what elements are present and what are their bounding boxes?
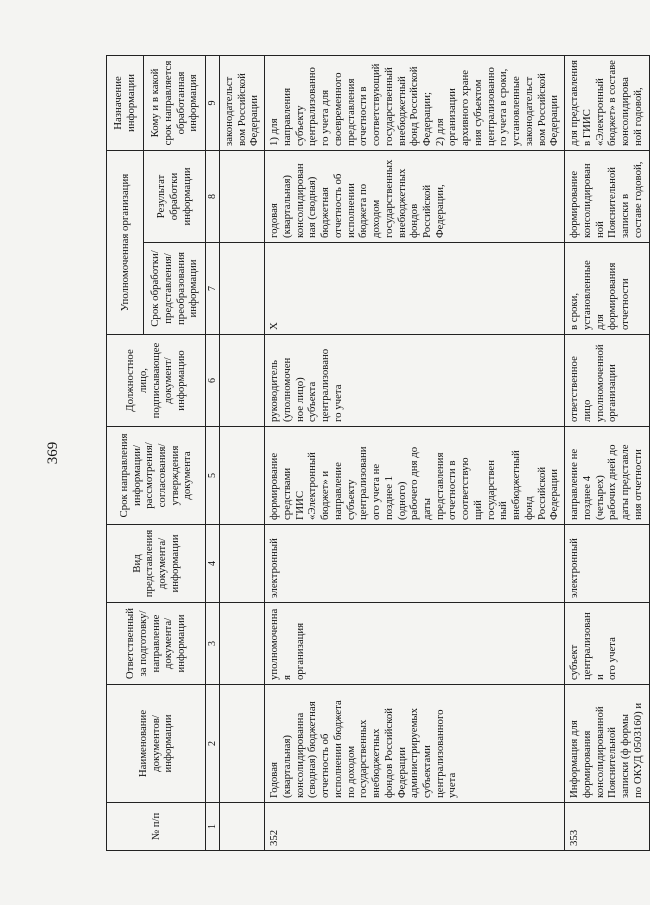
view-text: электронный <box>268 538 281 598</box>
column-number: 3 <box>206 603 220 685</box>
column-number: 5 <box>206 427 220 525</box>
header-purpose-title: Назначение информации <box>107 56 144 151</box>
row-number-value: 353 <box>568 829 581 846</box>
document-name-text: Информация для формирования консолидированной Пояснительной записки (ф формы по ОКУД 0503160) и <box>568 702 644 798</box>
deadline-text: направление не позднее 4 (четырех) рабочих дней до даты представле ния отчетности <box>568 444 644 520</box>
responsible-text: субъект централизовани ого учета <box>568 612 619 680</box>
row-number-value: 352 <box>268 829 281 846</box>
processing-deadline-text: в сроки, установленные для формирования отчетности <box>568 260 632 330</box>
responsible-text: уполномоченная организация <box>268 608 306 680</box>
continuation-row <box>220 56 265 851</box>
purpose-cell <box>265 56 565 151</box>
table-row <box>265 56 565 851</box>
processing-deadline-cell <box>565 243 650 335</box>
empty-cell <box>220 151 265 243</box>
empty-cell <box>220 243 265 335</box>
empty-cell <box>220 427 265 525</box>
empty-cell <box>220 603 265 685</box>
document-name-text: Годовая (квартальная) консолидированна (сводная) бюджетная отчетность об исполнении бюджета по доходом государственных внебюджетных фондов Российской Федерации администрируемых субъектами централизованного учета <box>268 700 459 798</box>
responsible-cell <box>265 603 565 685</box>
official-cell <box>265 335 565 427</box>
continuation-text-value: законодательст вом Российской Федерации <box>223 73 261 146</box>
header-view: Вид представления документа/ информации <box>107 525 206 603</box>
header-group-organization: Уполномоченная организация <box>107 151 144 335</box>
header-deadline: Срок направления информации/ рассмотрения/ согласования/ утверждения документа <box>107 427 206 525</box>
header-number: № п/п <box>107 803 206 851</box>
document-name-cell <box>265 685 565 803</box>
view-text: электронный <box>568 538 581 598</box>
column-number: 1 <box>206 803 220 851</box>
header-document-name: Наименование документов/ информации <box>107 685 206 803</box>
row-number <box>265 803 565 851</box>
result-text: годовая (квартальная) консолидирован ная (сводная) бюджетная отчетность об исполнении бюджета по доходом государственных внебюджетных фондов Российской Федерации, <box>268 159 446 238</box>
result-cell <box>265 151 565 243</box>
empty-cell <box>220 335 265 427</box>
purpose-text: для представления в ГИИС «Электронный бюджет» в составе консолидирова ной годовой, <box>568 60 644 146</box>
column-number: 9 <box>206 56 220 151</box>
empty-cell <box>220 685 265 803</box>
header-row-1 <box>107 56 144 851</box>
header-processing-deadline: Срок обработки/ представления/ преобразования информации <box>144 243 206 335</box>
deadline-text: формирование средствами ГИИС «Электронный бюджет» и направление субъекту централизовани ого учета не позднее 1 (одного) рабочего дня до даты представления отчетности в соответствую щий государствен ный внебюджетный фонд Российской Федерации <box>268 446 561 520</box>
official-text: ответственное лицо уполномоченной организации <box>568 344 619 422</box>
row-number <box>565 803 650 851</box>
document-table <box>106 55 650 851</box>
column-number: 6 <box>206 335 220 427</box>
column-number: 2 <box>206 685 220 803</box>
deadline-cell <box>565 427 650 525</box>
table-row <box>565 56 650 851</box>
processing-deadline-cell <box>265 243 565 335</box>
document-table-rotated <box>106 56 644 851</box>
header-purpose: Кому и в какой срок направляется обработанная информация <box>144 56 206 151</box>
result-cell <box>565 151 650 243</box>
official-cell <box>565 335 650 427</box>
continuation-text <box>220 56 265 151</box>
header-official: Должностное лицо, подписывающее документ/ информацию <box>107 335 206 427</box>
view-cell <box>265 525 565 603</box>
page-number: 369 <box>45 441 61 465</box>
document-name-cell <box>565 685 650 803</box>
deadline-cell <box>265 427 565 525</box>
empty-cell <box>220 525 265 603</box>
purpose-cell <box>565 56 650 151</box>
column-number: 8 <box>206 151 220 243</box>
empty-cell <box>220 803 265 851</box>
column-number: 4 <box>206 525 220 603</box>
header-responsible: Ответственный за подготовку/ направление документа/ информации <box>107 603 206 685</box>
responsible-cell <box>565 603 650 685</box>
official-text: руководитель (уполномочен ное лицо) субъекта централизовано го учета <box>268 348 344 422</box>
column-numbers-row <box>206 56 220 851</box>
purpose-text: 1) для направления субъекту централизованно го учета для своевременного представления отчетности в соответствующий государственный внебюджетный фонд Российской Федерации; 2) для организации архивного хране ния субъектом централизованно го учета в сроки, установленные законодательст вом Российской Федерации <box>268 63 561 146</box>
column-number: 7 <box>206 243 220 335</box>
header-result: Результат обработки информации <box>144 151 206 243</box>
view-cell <box>565 525 650 603</box>
processing-deadline-text: X <box>268 322 281 330</box>
result-text: формирование консолидирован ной Пояснительной записки в составе годовой, <box>568 161 644 238</box>
